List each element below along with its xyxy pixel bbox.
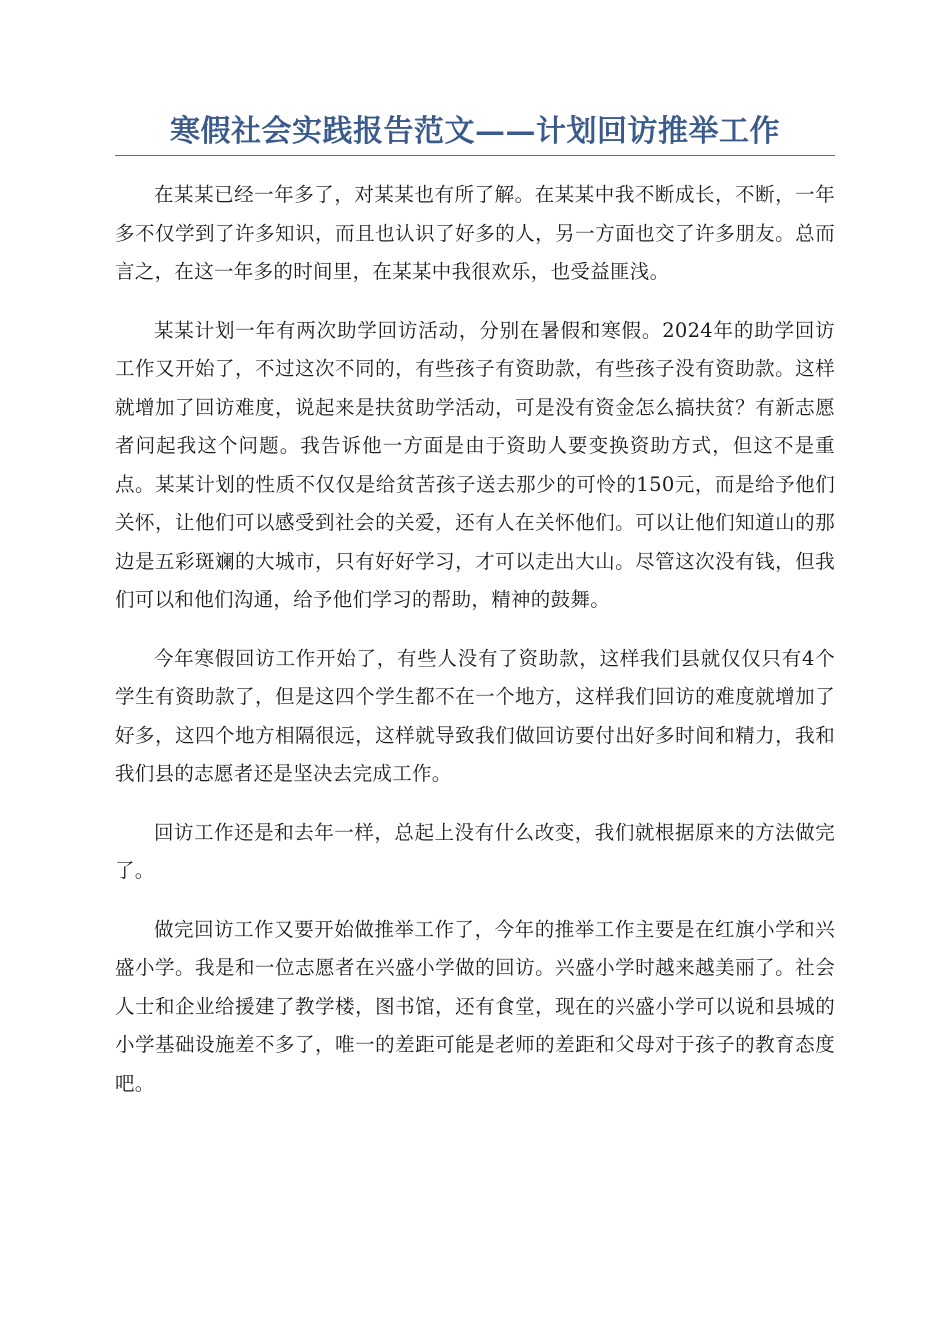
paragraph: 今年寒假回访工作开始了，有些人没有了资助款，这样我们县就仅仅只有4个学生有资助款了，但是这四个学生都不在一个地方，这样我们回访的难度就增加了好多，这四个地方相隔很远，这样就导致我们做回访要付出好多时间和精力，我和我们县的志愿者还是坚决去完成工作。 — [115, 646, 835, 785]
document-body — [115, 176, 835, 1103]
paragraph: 做完回访工作又要开始做推举工作了，今年的推举工作主要是在红旗小学和兴盛小学。我是和一位志愿者在兴盛小学做的回访。兴盛小学时越来越美丽了。社会人士和企业给援建了教学楼，图书馆，还有食堂，现在的兴盛小学可以说和县城的小学基础设施差不多了，唯一的差距可能是老师的差距和父母对于孩子的教育态度吧。 — [115, 917, 835, 1095]
document-title: 寒假社会实践报告范文——计划回访推举工作 — [115, 112, 835, 156]
paragraph: 某某计划一年有两次助学回访活动，分别在暑假和寒假。2024年的助学回访工作又开始了，不过这次不同的，有些孩子有资助款，有些孩子没有资助款。这样就增加了回访难度，说起来是扶贫助学活动，可是没有资金怎么搞扶贫？有新志愿者问起我这个问题。我告诉他一方面是由于资助人要变换资助方式，但这不是重点。某某计划的性质不仅仅是给贫苦孩子送去那少的可怜的150元，而是给予他们关怀，让他们可以感受到社会的关爱，还有人在关怀他们。可以让他们知道山的那边是五彩斑斓的大城市，只有好好学习，才可以走出大山。尽管这次没有钱，但我们可以和他们沟通，给予他们学习的帮助，精神的鼓舞。 — [115, 318, 835, 611]
paragraph: 回访工作还是和去年一样，总起上没有什么改变，我们就根据原来的方法做完了。 — [115, 820, 835, 882]
paragraph: 在某某已经一年多了，对某某也有所了解。在某某中我不断成长，不断，一年多不仅学到了许多知识，而且也认识了好多的人，另一方面也交了许多朋友。总而言之，在这一年多的时间里，在某某中我很欢乐，也受益匪浅。 — [115, 183, 835, 283]
document-page — [115, 112, 835, 1123]
